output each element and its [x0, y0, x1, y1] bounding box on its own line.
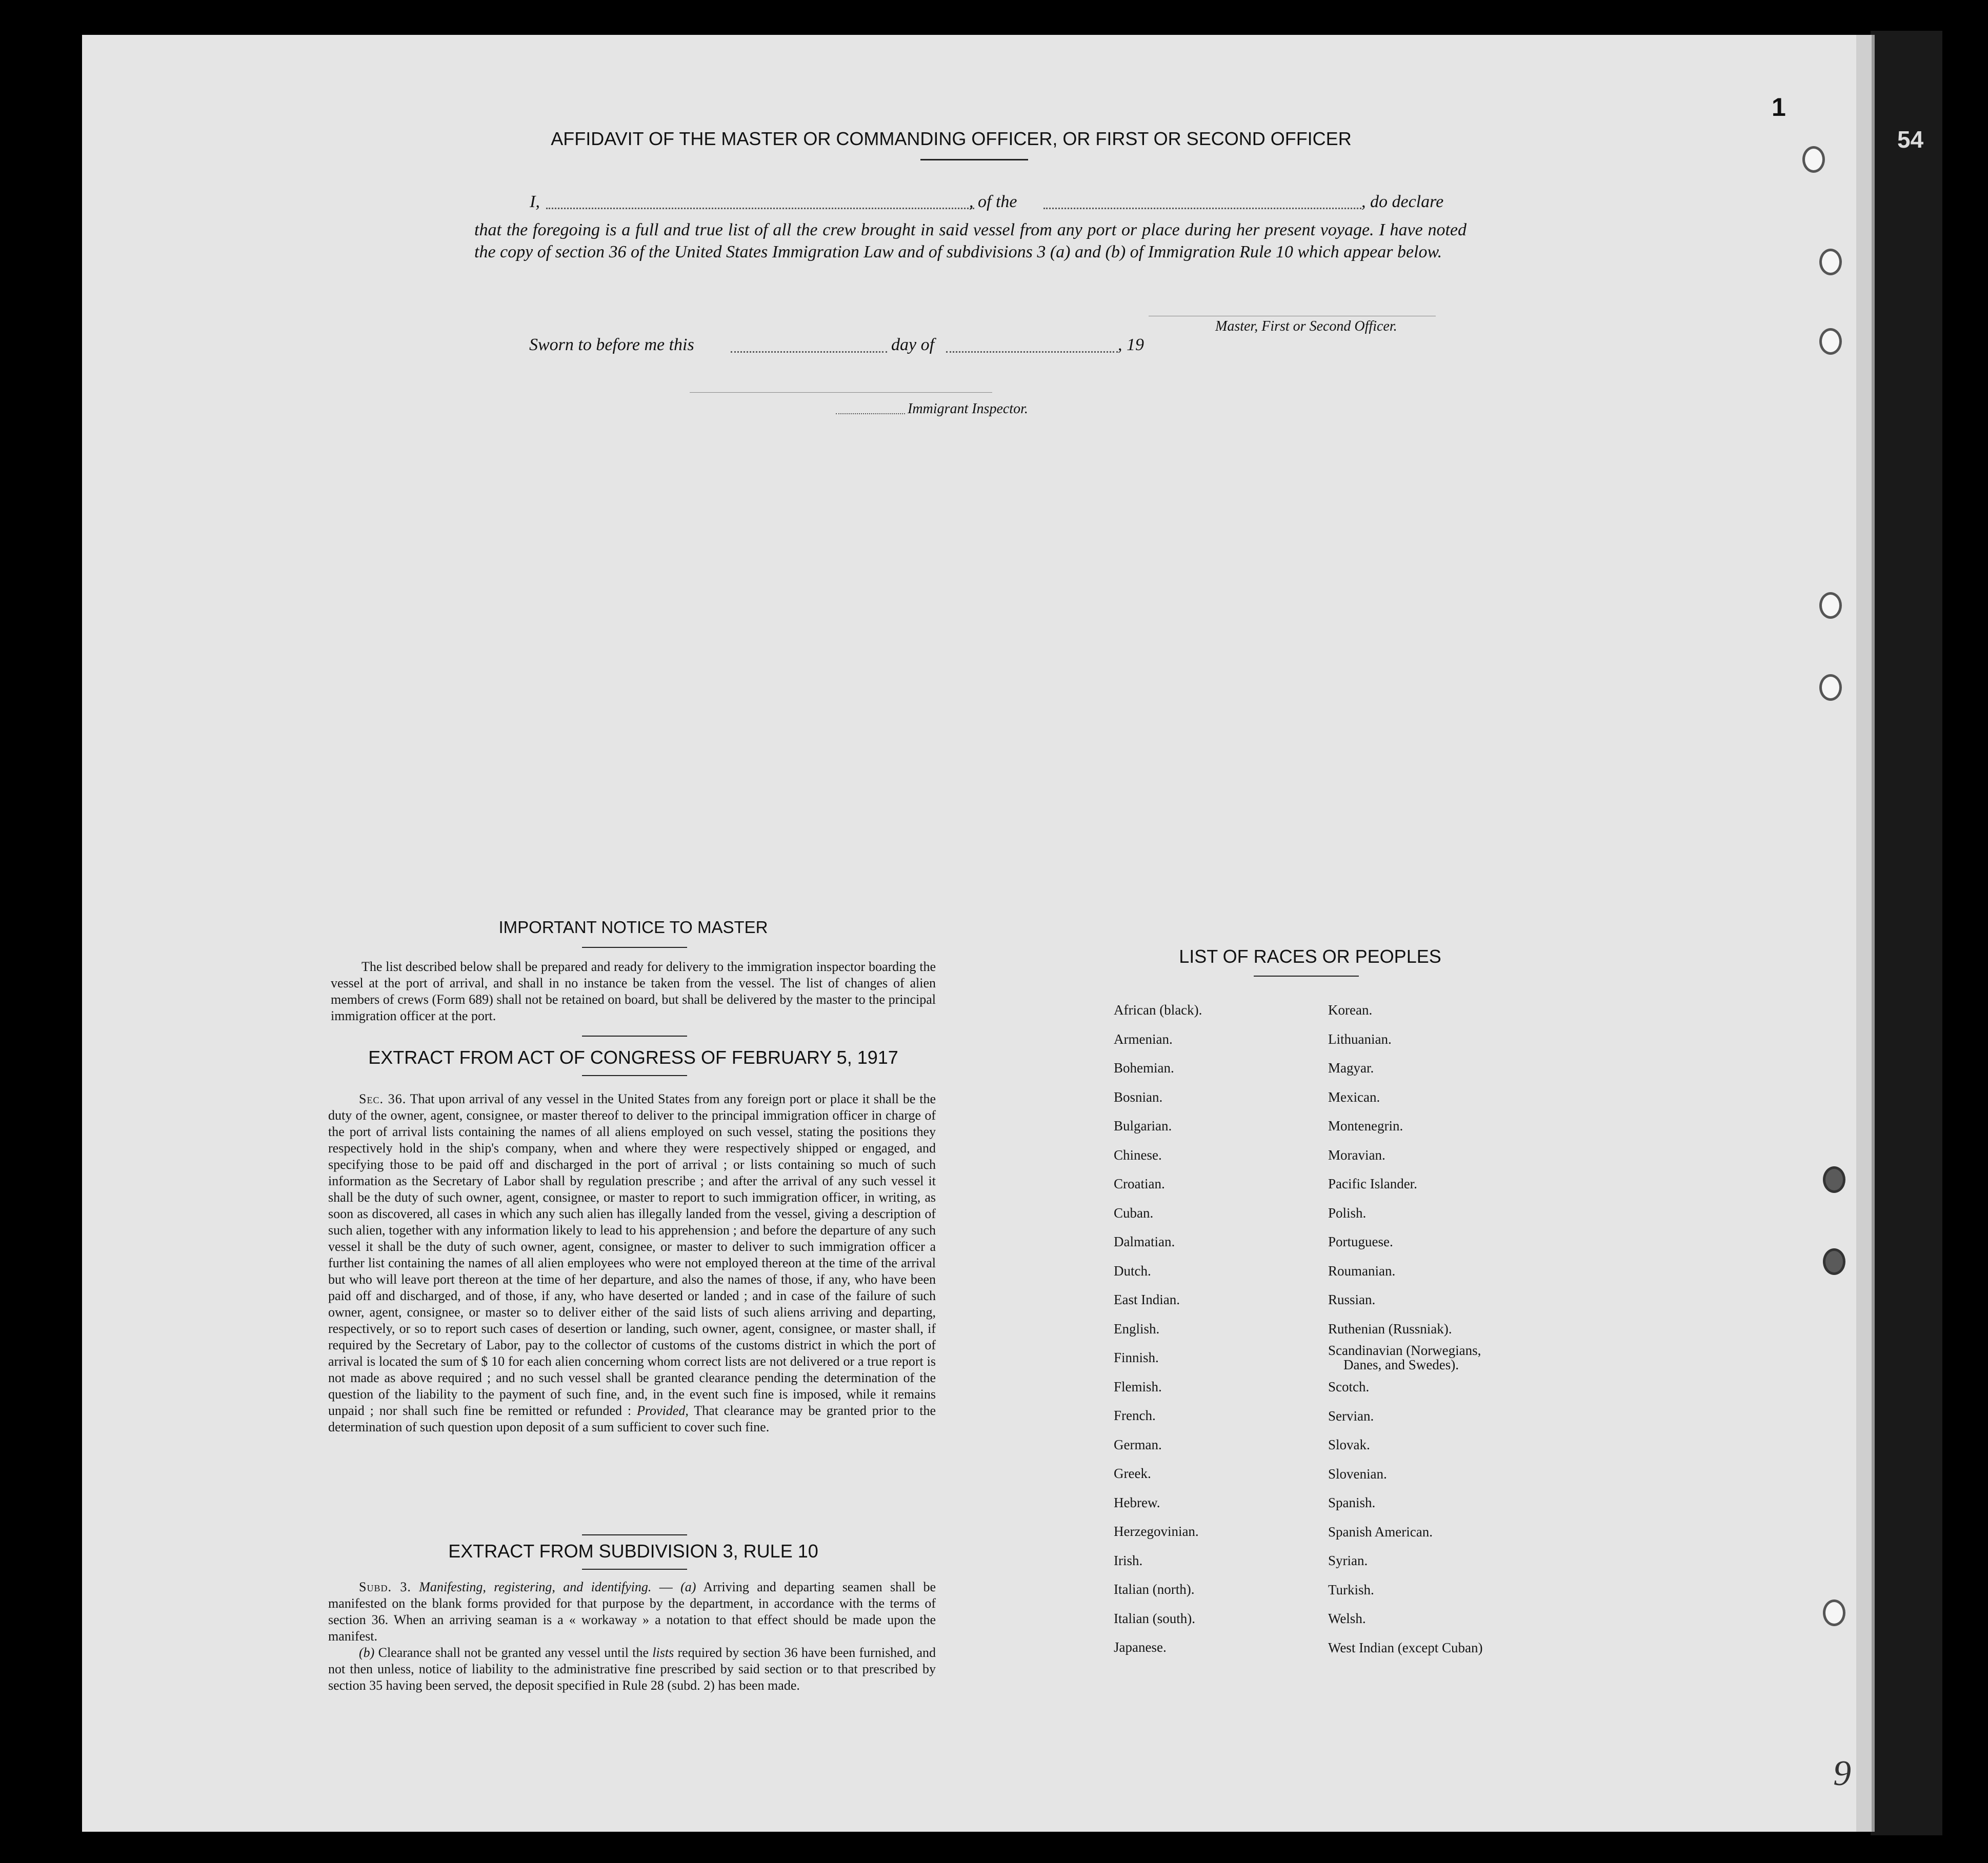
- master-signature-label: Master, First or Second Officer.: [1215, 318, 1397, 334]
- race-item: Herzegovinian.: [1114, 1524, 1199, 1539]
- inspector-signature-line[interactable]: [690, 392, 992, 393]
- race-item: East Indian.: [1114, 1292, 1180, 1307]
- race-item-continuation: Danes, and Swedes).: [1343, 1357, 1459, 1372]
- notice-text: [331, 959, 936, 1024]
- race-item: Polish.: [1328, 1205, 1367, 1221]
- punch-hole: [1819, 592, 1842, 619]
- race-item: Servian.: [1328, 1408, 1374, 1424]
- race-item: Dutch.: [1114, 1263, 1151, 1279]
- race-item: Lithuanian.: [1328, 1031, 1392, 1047]
- race-item: Moravian.: [1328, 1147, 1385, 1163]
- race-item: Japanese.: [1114, 1639, 1167, 1655]
- rule-extract-heading: EXTRACT FROM SUBDIVISION 3, RULE 10: [448, 1541, 818, 1562]
- races-list-left: [1114, 1002, 1202, 1669]
- section-label: Sec. 36.: [359, 1091, 407, 1106]
- punch-hole: [1819, 249, 1842, 275]
- punch-hole: [1823, 1248, 1845, 1275]
- para-a-text: Arriving and departing seamen shall be manifested on the blank forms provided for that purpose by the department, in accordance with the terms of section 36. When an arriving seaman is a « workaway » a notation to that effect should be made upon the manifest.: [328, 1579, 936, 1644]
- race-item: Scandinavian (Norwegians,: [1328, 1343, 1481, 1358]
- race-item: Roumanian.: [1328, 1263, 1396, 1279]
- race-item: Slovak.: [1328, 1437, 1370, 1452]
- race-item: Portuguese.: [1328, 1234, 1393, 1249]
- section-36-text: That upon arrival of any vessel in the United States from any foreign port or place it shall be the duty of the owner, agent, consignee, or master thereof to deliver to the principal immigration officer in charge of the port of arrival lists containing the names of all aliens employed on such vessel, stating the positions they respectively hold in the ship's company, when and where they were respectively shipped or engaged, and specifying those to be paid off and discharged in the port of arrival ; or lists containing so much of such information as the Secretary of Labor shall by regulation prescribe ; and after the arrival of any such vessel it shall be the duty of such owner, agent, consignee, or master to report to such immigration officer, in writing, as soon as discovered, all cases in which any such alien has illegally landed from the vessel, giving a description of such alien, together with any information likely to lead to his apprehension ; and before the departure of any such vessel it shall be the duty of such owner, agent, consignee, or master to deliver to such immigration officer a further list containing the names of all alien employees who were not employed thereon at the time of the arrival but who will leave port thereon at the time of her departure, and also the names of those, if any, who have been paid off and discharged, and of those, if any, who have deserted or landed ; and in case of the failure of such owner, agent, consignee, or master so to deliver either of the said lists of such aliens arriving and departing, respectively, or so to report such cases of desertion or landing, such owner, agent, consignee, or master shall, if required by the Secretary of Labor, pay to the collector of customs of the customs district in which the port of arrival is located the sum of $ 10 for each alien concerning whom correct lists are not delivered or a true report is not made as above required ; and no such vessel shall be granted clearance pending the determination of the question of the liability to the payment of such fine, and, in the event such fine is imposed, while it remains unpaid ; nor shall such fine be remitted or refunded :: [328, 1091, 936, 1418]
- affidavit-statement: that the foregoing is a full and true list of all the crew brought in said vessel from any port or place during her present voyage. I have noted the copy of section 36 of the United States Immigration Law and of subdivisions 3 (a) and (b) of Immigration Rule 10 which appear below.: [474, 220, 1467, 261]
- year-label: , 19: [1118, 335, 1144, 354]
- race-item: English.: [1114, 1321, 1160, 1336]
- section-rule: [582, 1036, 687, 1037]
- heading-rule: [582, 1075, 687, 1076]
- affidavit-declare-label: , do declare: [1361, 192, 1444, 211]
- sheet-number: 54: [1897, 126, 1924, 153]
- subd-title: Manifesting, registering, and identifying.: [419, 1579, 652, 1594]
- para-b-marker: (b): [359, 1645, 375, 1660]
- para-b-text-pre: Clearance shall not be granted any vessel until the: [378, 1645, 649, 1660]
- race-item: Flemish.: [1114, 1379, 1162, 1394]
- race-item: Bosnian.: [1114, 1089, 1163, 1105]
- race-item: Spanish.: [1328, 1495, 1376, 1510]
- heading-rule: [1254, 976, 1359, 977]
- punch-hole: [1819, 674, 1842, 701]
- heading-rule: [582, 1569, 687, 1570]
- race-item: Hebrew.: [1114, 1494, 1160, 1510]
- race-item: Italian (north).: [1114, 1582, 1195, 1597]
- para-a-marker: (a): [680, 1579, 696, 1594]
- corner-mark: 9: [1833, 1754, 1851, 1793]
- race-item: Spanish American.: [1328, 1524, 1433, 1540]
- heading-rule: [582, 947, 687, 948]
- race-item: Turkish.: [1328, 1582, 1374, 1597]
- race-item: Magyar.: [1328, 1060, 1374, 1076]
- race-item: Montenegrin.: [1328, 1118, 1403, 1133]
- race-item: Bohemian.: [1114, 1060, 1174, 1076]
- notice-heading: IMPORTANT NOTICE TO MASTER: [498, 918, 768, 937]
- race-item: Mexican.: [1328, 1089, 1380, 1105]
- race-item: Finnish.: [1114, 1350, 1159, 1365]
- subd-label: Subd. 3.: [359, 1579, 411, 1594]
- inspector-dotted-line: [836, 413, 905, 414]
- sworn-label: Sworn to before me this: [529, 335, 694, 354]
- rule-extract-text: Subd. 3. Manifesting, registering, and identifying. — (a) Arriving and departing seamen shall be manifested on the blank forms provided for that purpose by the department, in accordance with the terms of section 36. When an arriving seaman is a « workaway » a notation to that effect should be made upon the manifest. (b) Clearance shall not be granted any vessel until the lists required by section 36 have been furnished, and not then unless, notice of liability to the administrative fine prescribed by said section or to that prescribed by section 35 having been served, the deposit specified in Rule 28 (subd. 2) has been made.: [328, 1579, 936, 1693]
- punch-hole: [1823, 1166, 1845, 1193]
- para-b-lists: lists: [652, 1645, 674, 1660]
- race-item: Welsh.: [1328, 1611, 1366, 1626]
- affidavit-i-label: I,: [530, 192, 540, 211]
- affidavit-heading: AFFIDAVIT OF THE MASTER OR COMMANDING OFFICER, OR FIRST OR SECOND OFFICER: [551, 128, 1352, 149]
- adjacent-page-edge: [1871, 31, 1942, 1835]
- race-item: Bulgarian.: [1114, 1118, 1172, 1133]
- race-item: Irish.: [1114, 1552, 1143, 1568]
- race-item: Chinese.: [1114, 1147, 1162, 1163]
- races-list-right: [1328, 1002, 1482, 1669]
- punch-hole: [1823, 1599, 1845, 1626]
- race-item: Cuban.: [1114, 1205, 1154, 1221]
- para-b-text-post: required by section 36 have been furnished, and not then unless, notice of liability to the administrative fine prescribed by said section or to that prescribed by section 35 having been served, the deposit specified in Rule 28 (subd. 2) has been made.: [328, 1645, 936, 1693]
- act-extract-text: [328, 1091, 936, 1435]
- master-name-line[interactable]: [546, 208, 974, 209]
- punch-hole: [1802, 146, 1825, 173]
- section-rule: [582, 1534, 687, 1535]
- sworn-day-line[interactable]: [731, 351, 887, 353]
- race-item: Slovenian.: [1328, 1466, 1387, 1482]
- race-item: Greek.: [1114, 1466, 1151, 1481]
- sworn-month-line[interactable]: [946, 351, 1118, 353]
- inspector-label: Immigrant Inspector.: [908, 401, 1028, 417]
- proviso-word: Provided,: [637, 1403, 689, 1418]
- race-item: African (black).: [1114, 1002, 1202, 1018]
- act-extract-heading: EXTRACT FROM ACT OF CONGRESS OF FEBRUARY 5, 1917: [368, 1047, 898, 1068]
- race-item: Croatian.: [1114, 1176, 1165, 1191]
- heading-rule: [920, 159, 1028, 160]
- race-item: Scotch.: [1328, 1379, 1370, 1394]
- race-item: West Indian (except Cuban): [1328, 1639, 1483, 1655]
- notice-paragraph: The list described below shall be prepared and ready for delivery to the immigration inspector boarding the vessel at the port of arrival, and shall in no instance be taken from the vessel. The list of changes of alien members of crews (Form 689) shall not be retained on board, but shall be delivered by the master to the principal immigration officer at the port.: [331, 959, 936, 1023]
- vessel-name-line[interactable]: [1043, 208, 1361, 209]
- race-item: Italian (south).: [1114, 1610, 1195, 1626]
- races-heading: LIST OF RACES OR PEOPLES: [1179, 946, 1441, 967]
- race-item: Armenian.: [1114, 1031, 1173, 1047]
- race-item: Ruthenian (Russniak).: [1328, 1321, 1452, 1336]
- race-item: German.: [1114, 1436, 1162, 1452]
- race-item: Dalmatian.: [1114, 1234, 1175, 1249]
- race-item: Korean.: [1328, 1002, 1373, 1018]
- proviso-text: That clearance may be granted prior to the determination of such question upon deposit of a sum sufficient to cover such fine.: [328, 1403, 936, 1434]
- race-item: Pacific Islander.: [1328, 1176, 1417, 1191]
- day-of-label: day of: [891, 335, 935, 354]
- race-item: Syrian.: [1328, 1553, 1368, 1568]
- page-mark: 1: [1772, 93, 1786, 121]
- race-item: French.: [1114, 1408, 1156, 1423]
- race-item: Russian.: [1328, 1292, 1376, 1307]
- affidavit-of-the-label: , of the: [969, 192, 1017, 211]
- punch-hole: [1819, 328, 1842, 355]
